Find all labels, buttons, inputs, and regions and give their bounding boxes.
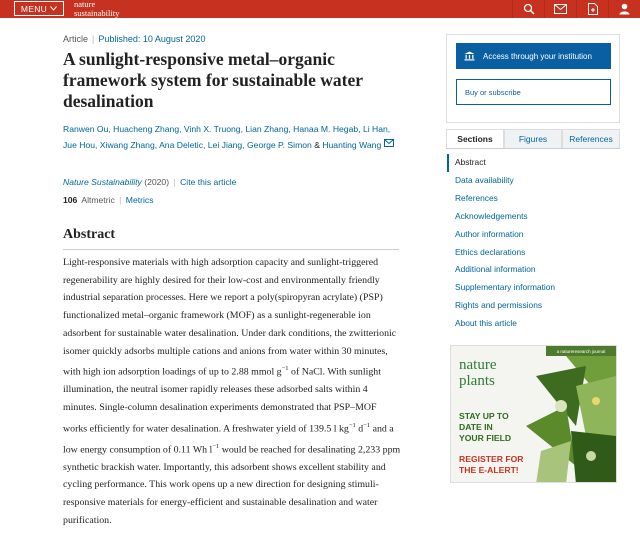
published-date: Published: 10 August 2020 (98, 34, 206, 44)
menu-button[interactable] (14, 1, 64, 16)
abstract-text-part: d (355, 422, 364, 434)
author-link[interactable]: Jue Hou (63, 140, 96, 150)
institution-access-button[interactable] (456, 43, 611, 69)
journal-year: (2020) (144, 177, 170, 187)
abstract-text-part: Light-responsive materials with high adsorption capacity and sunlight-triggered regenerability are highly desired for their low-cost and environmentally friendly industrial separation processes. Here we report a poly(spiropyran acrylate) (PSP) functionalized metal–organic framework (MOF) as a sunlight-regenerable ion adsorbent for sustainable water desalination. Under dark conditions, the zwitterionic isomer quickly adsorbs multiple cations and anions from water within 30 minutes, with high ion adsorption loadings of up to 2.88 mmol g (63, 257, 397, 378)
nature-plants-ad[interactable] (450, 345, 617, 483)
mail-icon[interactable] (544, 0, 576, 18)
logo-line-1: nature (74, 0, 96, 9)
institution-access-label: Access through your institution (483, 51, 592, 61)
user-icon[interactable] (608, 0, 640, 18)
author-link[interactable]: Li Han (362, 124, 388, 134)
section-item[interactable]: Additional information (455, 264, 536, 275)
ad-line: STAY UP TO (459, 411, 509, 421)
document-icon[interactable] (576, 0, 608, 18)
ad-cta (459, 454, 523, 476)
ad-line: YOUR FIELD (459, 433, 512, 443)
access-box (446, 34, 620, 123)
author-link[interactable]: Huacheng Zhang (113, 124, 180, 134)
ad-tag: a natureresearch journal (546, 346, 616, 356)
article-type: Article (63, 34, 89, 44)
ad-line: THE E-ALERT! (459, 465, 519, 475)
section-item[interactable]: Abstract (447, 154, 617, 172)
mail-icon[interactable] (384, 139, 394, 147)
logo-line-2: sustainability (74, 7, 120, 18)
section-item[interactable]: References (455, 192, 498, 203)
author-link[interactable]: Hanaa M. Hegab (293, 124, 359, 134)
abstract-heading: Abstract (63, 227, 399, 250)
author-link[interactable]: Vinh X. Truong (183, 124, 241, 134)
ad-line: DATE IN (459, 422, 493, 432)
menu-label: MENU (20, 3, 48, 14)
ad-logo-line: nature (459, 357, 497, 373)
article-meta: Article | Published: 10 August 2020 (63, 34, 206, 44)
abstract-body (63, 254, 403, 529)
search-icon[interactable] (512, 0, 544, 18)
section-item[interactable]: Author information (455, 228, 524, 239)
article-title: A sunlight-responsive metal–organic framework system for sustainable water desalination (63, 49, 363, 111)
altmetric-value: 106 (63, 195, 78, 205)
author-link[interactable]: Lei Jiang (207, 140, 243, 150)
superscript: −1 (281, 365, 289, 373)
ad-logo-line: plants (459, 373, 495, 389)
section-item[interactable]: Rights and permissions (455, 300, 543, 311)
journal-logo[interactable] (74, 0, 119, 17)
abstract-text-part: of NaCl. With sunlight illumination, the neutral isomer rapidly releases these adsorbed salts within 4 minutes. Single-column desalination experiments demonstrated that PSP–MOF works efficiently for water desalination. A freshwater yield of 139.5 l kg (63, 366, 381, 434)
top-bar (0, 0, 640, 18)
authors-and: & (314, 140, 320, 150)
tab-sections[interactable]: Sections (446, 129, 504, 148)
section-item[interactable]: Acknowledgements (455, 210, 528, 221)
author-link[interactable]: George P. Simon (246, 140, 312, 150)
section-item[interactable]: Supplementary information (455, 282, 556, 293)
section-nav (447, 154, 617, 333)
plant-illustration (516, 356, 616, 483)
citation-line: Nature Sustainability (2020) | Cite this article (63, 177, 237, 187)
buy-subscribe-button[interactable] (456, 79, 611, 105)
tab-references[interactable]: References (562, 129, 620, 148)
author-link[interactable]: Xiwang Zhang (99, 140, 155, 150)
superscript: −1 (363, 421, 371, 429)
section-item[interactable]: Data availability (455, 174, 514, 185)
author-link[interactable]: Ranwen Ou (63, 124, 109, 134)
nature-plants-logo (459, 357, 496, 389)
metrics-line: 106 Altmetric | Metrics (63, 195, 154, 205)
superscript: −1 (212, 442, 220, 450)
abstract-text-part: would be reached for desalinating 2,233 ppm synthetic brackish water. Importantly, this adsorbent shows excellent stability and cycling performance. This work opens up a new direction for designing stimuli-responsive materials for energy-efficient and sustainable desalination and water purification. (63, 443, 401, 526)
abstract-text-part: and a low energy consumption of 0.11 Wh l (63, 422, 394, 455)
ad-line: REGISTER FOR (459, 454, 524, 464)
buy-subscribe-label: Buy or subscribe (465, 87, 521, 97)
sidebar-tabs (446, 129, 620, 149)
tab-figures[interactable]: Figures (504, 129, 562, 148)
cite-link[interactable]: Cite this article (180, 177, 237, 187)
institution-icon (464, 51, 475, 61)
ad-headline (459, 411, 511, 444)
journal-name[interactable]: Nature Sustainability (63, 177, 142, 187)
author-link[interactable]: Huanting Wang (322, 140, 382, 150)
metrics-link[interactable]: Metrics (125, 195, 154, 205)
author-link[interactable]: Ana Deletic (159, 140, 204, 150)
altmetric-label: Altmetric (81, 195, 115, 205)
section-item[interactable]: Ethics declarations (455, 246, 526, 257)
author-link[interactable]: Lian Zhang (245, 124, 289, 134)
section-item[interactable]: About this article (455, 318, 517, 329)
chevron-down-icon (50, 6, 57, 11)
author-list: Ranwen Ou, Huacheng Zhang, Vinh X. Truong, Lian Zhang, Hanaa M. Hegab, Li Han, Jue Hou, Xiwang Zhang, Ana Deletic, Lei Jiang, George P. Simon & Huanting Wang (63, 121, 403, 153)
superscript: −1 (348, 421, 356, 429)
